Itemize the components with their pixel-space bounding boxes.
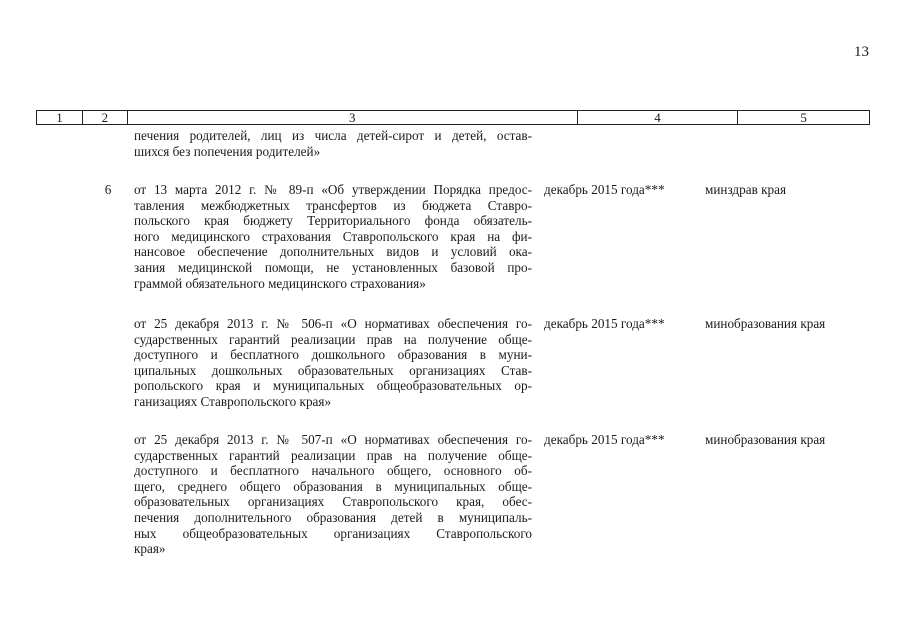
description-line: ропольского края и муниципальных общеобразовательных ор-: [134, 378, 532, 394]
description-line: щего, среднего общего образования в муниципальных обще-: [134, 478, 532, 494]
column-header-3: 3: [127, 111, 577, 124]
page-number: 13: [854, 44, 869, 60]
row-description: [134, 316, 532, 410]
description-line: сударственных гарантий реализации прав на получение обще-: [134, 447, 532, 463]
column-header-2: 2: [82, 111, 127, 124]
description-line: граммой обязательного медицинского страхования»: [134, 275, 426, 291]
description-line: польского края бюджету Территориального фонда обязатель-: [134, 213, 532, 229]
description-line: от 25 декабря 2013 г. № 507-п «О нормативах обеспечения го-: [134, 432, 532, 447]
description-line: образовательных организациях Ставропольского края, обес-: [134, 494, 532, 510]
description-line: ного медицинского страхования Ставропольского края на фи-: [134, 228, 532, 244]
description-line: сударственных гарантий реализации прав на получение обще-: [134, 331, 532, 347]
row-deadline: декабрь 2015 года***: [544, 316, 665, 331]
description-line: печения дополнительного образования детей в муниципаль-: [134, 509, 532, 525]
row-responsible: минобразования края: [705, 432, 826, 447]
description-line: от 25 декабря 2013 г. № 506-п «О нормативах обеспечения го-: [134, 316, 532, 331]
row-description: [134, 432, 532, 557]
description-line: от 13 марта 2012 г. № 89-п «Об утверждении Порядка предос-: [134, 182, 532, 197]
row-deadline: декабрь 2015 года***: [544, 182, 665, 197]
column-header-1: 1: [56, 110, 63, 125]
description-line: края»: [134, 541, 166, 557]
row-responsible: минобразования края: [705, 316, 826, 331]
description-line: доступного и бесплатного дошкольного образования в муни-: [134, 347, 532, 363]
row-responsible: минздрав края: [705, 182, 787, 197]
column-header-4: 4: [577, 111, 738, 124]
description-line: ципальных дошкольных образовательных организациях Став-: [134, 362, 532, 378]
column-header-5: 5: [737, 111, 869, 124]
row-number: 6: [104, 182, 112, 197]
description-line: зания медицинской помощи, не установленных базовой про-: [134, 259, 532, 275]
description-line: доступного и бесплатного начального общего, основного об-: [134, 463, 532, 479]
table-header-row: [36, 110, 870, 125]
description-line: ных общеобразовательных организациях Ставропольского: [134, 525, 532, 541]
row-deadline: декабрь 2015 года***: [544, 432, 665, 447]
description-line: шихся без попечения родителей»: [134, 143, 321, 159]
row-description: [134, 182, 532, 291]
row-description: [134, 128, 532, 159]
description-line: нансовое обеспечение дополнительных видов и условий ока-: [134, 244, 532, 260]
description-line: печения родителей, лиц из числа детей-сирот и детей, остав-: [134, 128, 532, 143]
description-line: ганизациях Ставропольского края»: [134, 393, 332, 409]
description-line: тавления межбюджетных трансфертов из бюджета Ставро-: [134, 197, 532, 213]
